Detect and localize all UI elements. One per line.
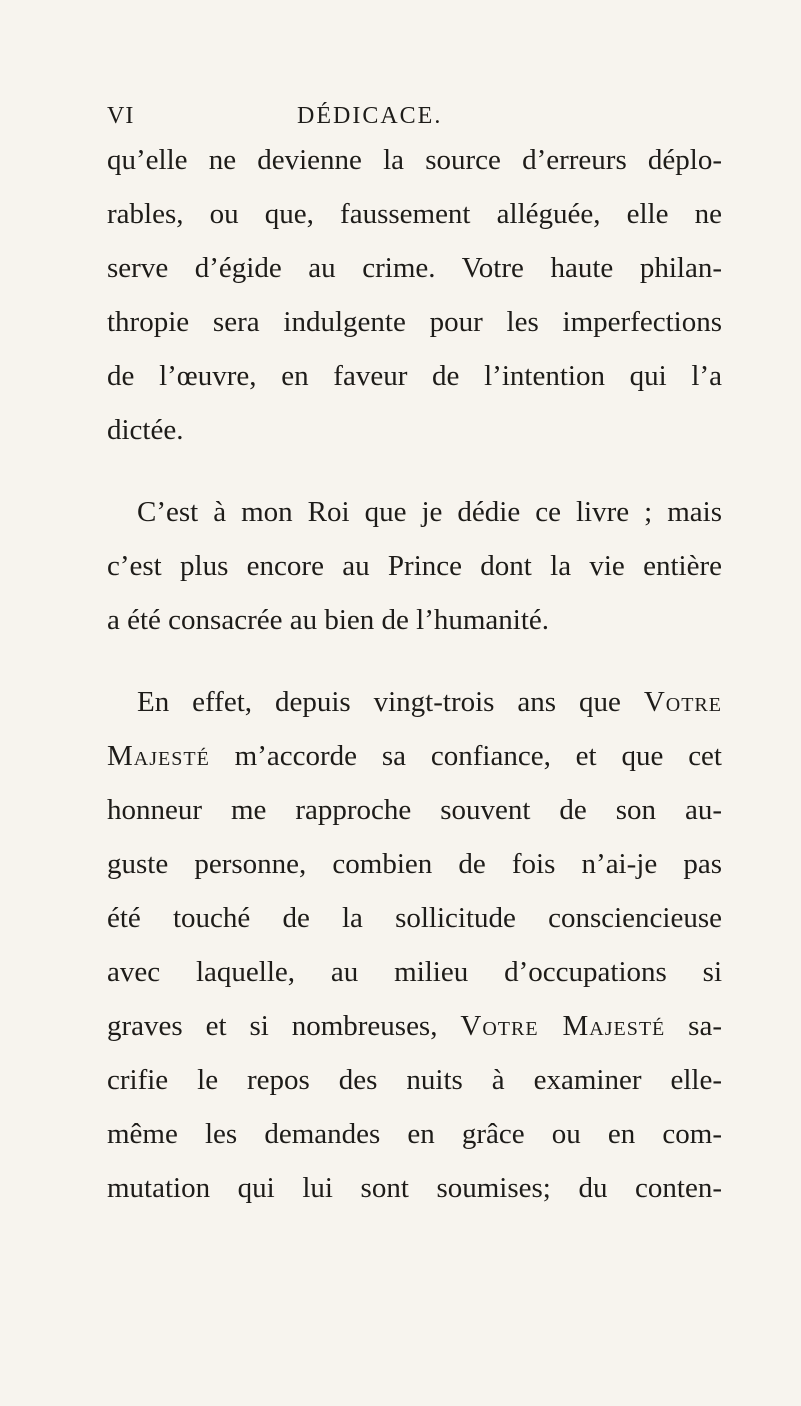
text-line: a été consacrée au bien de l’humanité. <box>107 604 550 636</box>
text-line: été touché de la sollicitude consciencieuse <box>107 902 722 934</box>
text-run: m’accorde sa confiance, et que cet <box>209 740 722 772</box>
text-line: dictée. <box>107 414 184 446</box>
text-run: sa- <box>665 1010 722 1042</box>
body-text <box>107 133 722 1215</box>
paragraph-gap <box>107 647 722 675</box>
text-line: honneur me rapproche souvent de son au- <box>107 794 722 826</box>
text-line: qu’elle ne devienne la source d’erreurs déplo- <box>107 144 722 176</box>
text-line: même les demandes en grâce ou en com- <box>107 1118 722 1150</box>
text-line <box>107 999 722 1053</box>
text-line: rables, ou que, faussement alléguée, elle ne <box>107 198 722 230</box>
text-line <box>107 675 722 729</box>
text-line: avec laquelle, au milieu d’occupations si <box>107 956 722 988</box>
small-caps-run: Votre <box>643 686 722 718</box>
paragraph-1 <box>107 133 722 457</box>
text-line: C’est à mon Roi que je dédie ce livre ; mais <box>137 496 722 528</box>
text-line: de l’œuvre, en faveur de l’intention qui l’a <box>107 360 722 392</box>
text-line: crifie le repos des nuits à examiner elle- <box>107 1064 722 1096</box>
text-line: thropie sera indulgente pour les imperfections <box>107 306 722 338</box>
text-run: En effet, depuis vingt-trois ans que <box>137 686 644 718</box>
text-line: serve d’égide au crime. Votre haute philan- <box>107 252 722 284</box>
small-caps-run: Majesté <box>107 740 210 772</box>
text-line: guste personne, combien de fois n’ai-je pas <box>107 848 722 880</box>
page-number: VI <box>107 103 135 129</box>
text-line: mutation qui lui sont soumises; du conten- <box>107 1172 722 1204</box>
paragraph-3 <box>107 675 722 1215</box>
text-run: graves et si nombreuses, <box>107 1010 461 1042</box>
text-line: c’est plus encore au Prince dont la vie entière <box>107 550 722 582</box>
small-caps-run: Votre Majesté <box>460 1010 666 1042</box>
text-line <box>107 729 722 783</box>
paragraph-2 <box>107 485 722 647</box>
running-title: DÉDICACE. <box>297 103 443 129</box>
paragraph-gap <box>107 457 722 485</box>
